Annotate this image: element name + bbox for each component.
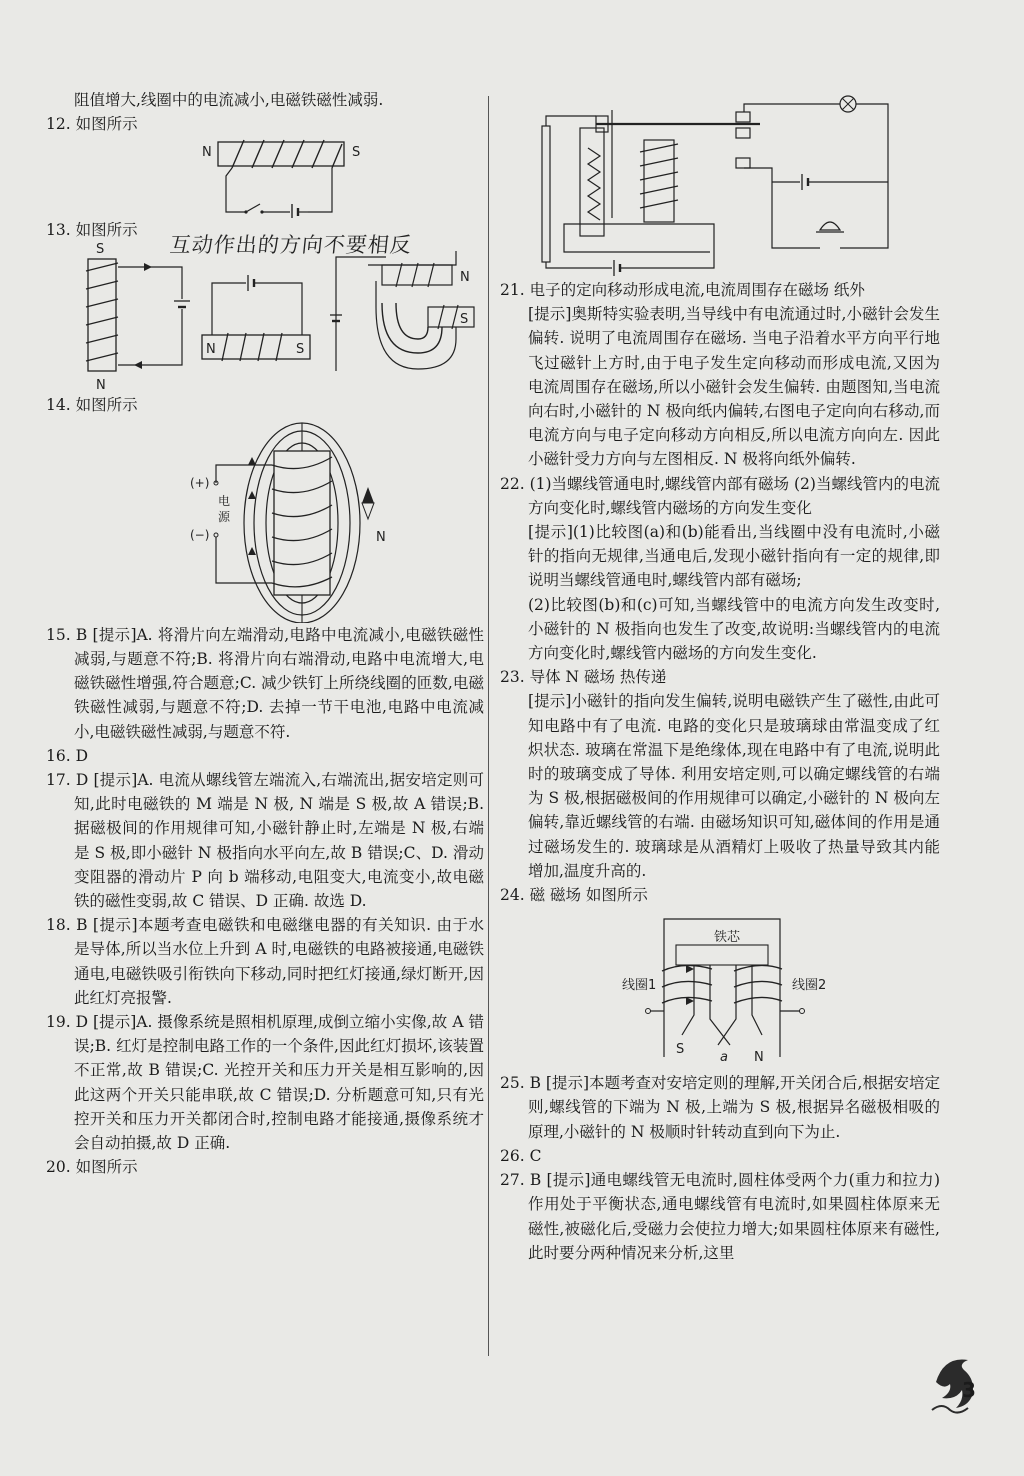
answer-22-hint-2: (2)比较图(b)和(c)可知,当螺线管中的电流方向发生改变时,小磁针的 N 极指向也发生了改变,故说明:当螺线管内的电流方向变化时,螺线管内磁场的方向发生变化.	[528, 595, 940, 663]
fig14-power-label-1: 电	[218, 493, 231, 508]
answer-11-tail: 阻值增大,线圈中的电流减小,电磁铁磁性减弱.	[74, 91, 384, 109]
answer-19: 19. D [提示]A. 摄像系统是照相机原理,成倒立缩小实像,故 A 错误;B. 红灯是控制电路工作的一个条件,因此红灯损坏,该装置不正常,故 B 错误;C. 光控开关和压力开关是相互影响的,因此这两个开关只能串联,故 C 错误;D. 分析题意可知,只有光控开关和压力开关都闭合时,控制电路才能接通,摄像系统才会自动拍摄,故 D 正确.	[46, 1013, 484, 1153]
answer-12: 12. 如图所示	[46, 115, 138, 134]
fig24-s-label: S	[676, 1042, 685, 1058]
figure-24-svg	[500, 907, 940, 1071]
fig14-n-label: N	[376, 529, 386, 545]
answer-27: 27. B [提示]通电螺线管无电流时,圆柱体受两个力(重力和拉力)作用处于平衡状态,通电螺线管有电流时,如果圆柱体原来无磁性,被磁化后,受磁力会使拉力增大;如果圆柱体原来有磁性,此时要分两种情况来分析,这里	[500, 1171, 940, 1262]
figure-24	[500, 907, 940, 1071]
handwritten-note: 互动作出的方向不要相反	[168, 233, 414, 257]
fig13-s-label: S	[96, 242, 105, 257]
answer-22-hint-1: [提示](1)比较图(a)和(b)能看出,当线圈中没有电流时,小磁针的指向无规律,当通电后,发现小磁针指向有一定的规律,即说明当螺线管通电时,螺线管内部有磁场;	[528, 523, 940, 590]
fig20-bell	[820, 222, 840, 230]
fig13b-s-label: S	[296, 341, 305, 357]
answer-13: 13. 如图所示	[46, 221, 138, 240]
figure-20	[500, 88, 940, 278]
fig14-minus-label: (−)	[190, 527, 210, 542]
fig24-n-label: N	[754, 1050, 764, 1066]
fig24-a-label: a	[720, 1050, 728, 1066]
figure-14	[46, 417, 484, 623]
fig12-switch	[246, 204, 260, 212]
column-divider	[488, 96, 489, 1356]
fig24-core-label: 铁芯	[714, 930, 741, 946]
fig13c-s-label: S	[460, 311, 469, 327]
answer-25: 25. B [提示]本题考查对安培定则的理解,开关闭合后,根据安培定则,螺线管的下端为 N 极,上端为 S 极,根据异名磁极相吸的原理,小磁针的 N 极顺时针转动直到向下为止.	[500, 1074, 940, 1141]
answer-23: 23. 导体 N 磁场 热传递	[500, 668, 667, 687]
fig14-compass-needle	[362, 487, 374, 503]
figure-14-svg	[46, 417, 484, 623]
answer-22: 22. (1)当螺线管通电时,螺线管内部有磁场 (2)当螺线管内的电流方向变化时,螺线管内磁场的方向发生变化	[500, 474, 940, 517]
fig14-plus-label: (+)	[190, 475, 210, 490]
answer-20: 20. 如图所示	[46, 1158, 138, 1177]
fig24-coil1-label: 线圈1	[622, 978, 657, 994]
answer-16: 16. D	[46, 746, 89, 765]
fig12-coil	[232, 140, 342, 168]
answer-18: 18. B [提示]本题考查电磁铁和电磁继电器的有关知识. 由于水是导体,所以当水位上升到 A 时,电磁铁的电路被接通,电磁铁通电,电磁铁吸引衔铁向下移动,同时把红灯接通,绿灯断开,因此红灯亮报警.	[46, 916, 484, 1007]
fig13-n-label: N	[96, 377, 106, 393]
answer-21: 21. 电子的定向移动形成电流,电流周围存在磁场 纸外	[500, 281, 865, 299]
answer-23-hint: [提示]小磁针的指向发生偏转,说明电磁铁产生了磁性,由此可知电路中有了电流. 电路的变化只是玻璃球由常温变成了红炽状态. 玻璃在常温下是绝缘体,现在电路中有了电流,说明此时的玻璃变成了导体. 利用安培定则,可以确定螺线管的右端为 S 极,根据磁极间的作用规律可以确定,小磁针的 N 极向左偏转,靠近螺线管的右端. 由磁场知识可知,磁体间的作用是通过磁场发生的. 玻璃球是从酒精灯上吸收了热量导致其内能增加,温度升高的.	[528, 692, 940, 880]
page-number: 3	[962, 1378, 976, 1402]
figure-12-svg	[46, 136, 484, 218]
figure-12	[46, 136, 484, 218]
answer-26: 26. C	[500, 1146, 542, 1165]
answer-17: 17. D [提示]A. 电流从螺线管左端流入,右端流出,据安培定则可知,此时电磁铁的 M 端是 N 极, N 端是 S 极,故 A 错误;B. 据磁极间的作用规律可知,小磁针静止时,左端是 N 极,右端是 S 极,即小磁针 N 极指向水平向左,故 B 错误;C、D. 滑动变阻器的滑动片 P 向 b 端移动,电阻变大,电流变小,故电磁铁的磁性变弱,故 C 错误、D 正确. 故选 D.	[46, 771, 484, 911]
figure-13	[46, 243, 484, 393]
fig13c-n-label: N	[460, 269, 470, 285]
figure-13-svg	[46, 243, 484, 393]
fig14-power-label-2: 源	[218, 509, 231, 524]
fig13b-n-label: N	[206, 341, 216, 357]
answer-15: 15. B [提示]A. 将滑片向左端滑动,电路中电流减小,电磁铁磁性减弱,与题意不符;B. 将滑片向右端滑动,电路中电流增大,电磁铁磁性增强,符合题意;C. 减少铁钉上所绕线圈的匝数,电磁铁磁性减弱,与题意不符;D. 去掉一节干电池,电路中电流减小,电磁铁磁性减弱,与题意不符.	[46, 625, 484, 741]
figure-20-svg	[500, 88, 940, 278]
fig24-coil2-label: 线圈2	[792, 978, 827, 994]
right-column	[500, 88, 940, 1265]
answer-14: 14. 如图所示	[46, 395, 138, 414]
fig12-s-label: S	[352, 145, 361, 161]
answer-24: 24. 磁 磁场 如图所示	[500, 886, 648, 905]
fig12-n-label: N	[202, 145, 212, 161]
answer-21-hint: [提示]奥斯特实验表明,当导线中有电流通过时,小磁针会发生偏转. 说明了电流周围存在磁场. 当电子沿着水平方向平行地飞过磁针上方时,由于电子发生定向移动而形成电流,又因为电流周围存在磁场,所以小磁针会发生偏转. 由题图知,当电流向右时,小磁针的 N 极向纸内偏转,右图电子定向向右移动,而电流方向与电子定向移动方向相反,所以电流方向向左. 因此小磁针受力方向与左图相反. N 极将向纸外偏转.	[528, 305, 940, 469]
